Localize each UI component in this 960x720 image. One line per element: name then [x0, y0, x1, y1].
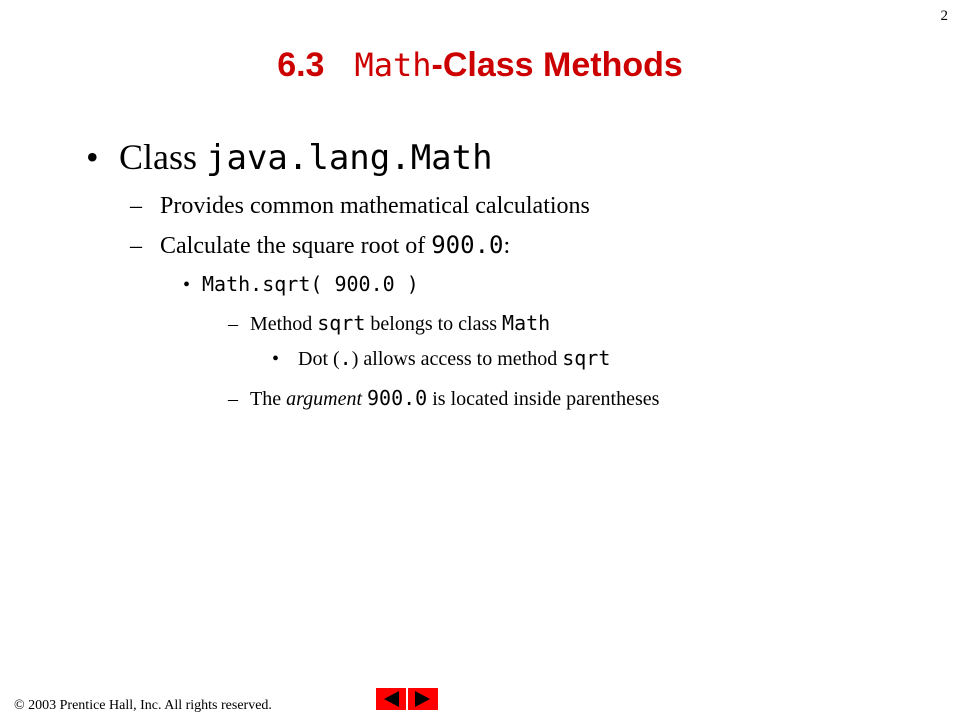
- line-text: Dot (: [298, 348, 340, 370]
- dash: –: [130, 233, 142, 259]
- line-emphasis: argument: [286, 388, 363, 410]
- line-code: Math.sqrt( 900.0 ): [202, 272, 419, 296]
- dash: –: [130, 193, 142, 219]
- bullet-dot-line: [272, 346, 610, 371]
- title-code: Math: [354, 46, 432, 84]
- title-text: -Class Methods: [431, 46, 683, 84]
- dash: –: [228, 313, 238, 335]
- line-code: Math: [502, 311, 551, 335]
- copyright-symbol: ©: [14, 698, 25, 713]
- left-arrow-icon: [376, 688, 406, 710]
- right-arrow-icon: [408, 688, 438, 710]
- line-text: The: [250, 388, 287, 410]
- footer-text: 2003 Prentice Hall, Inc. All rights reserved.: [24, 698, 272, 713]
- line-text: Method: [250, 313, 318, 335]
- dash-calculate-line: [130, 231, 510, 260]
- page-number: 2: [940, 8, 948, 24]
- bullet: •: [272, 348, 280, 370]
- previous-slide-button[interactable]: [376, 688, 406, 710]
- dash-provides-line: [130, 193, 590, 220]
- line-code: 900.0: [367, 386, 428, 410]
- line-text: belongs to class: [365, 313, 503, 335]
- section-number: 6.3: [277, 46, 325, 84]
- line-code: java.lang.Math: [206, 138, 493, 178]
- next-slide-button[interactable]: [408, 688, 438, 710]
- line-code: .: [339, 346, 352, 370]
- dash-argument-line: [228, 386, 659, 411]
- bullet-sqrt-call-line: [183, 272, 419, 297]
- line-code: sqrt: [317, 311, 366, 335]
- dash: –: [228, 388, 238, 410]
- bullet-class-line: [86, 136, 493, 178]
- line-text: Class: [119, 137, 207, 177]
- slide-title: [0, 46, 960, 85]
- line-text: Provides common mathematical calculations: [160, 193, 590, 219]
- line-text: is located inside parentheses: [427, 388, 660, 410]
- dash-method-line: [228, 311, 550, 336]
- copyright-footer: [14, 698, 272, 714]
- line-code: 900.0: [431, 231, 504, 259]
- line-text: Calculate the square root of: [160, 233, 432, 259]
- line-code: sqrt: [562, 346, 611, 370]
- bullet: •: [86, 137, 99, 177]
- bullet: •: [183, 274, 191, 296]
- line-text: ) allows access to method: [351, 348, 563, 370]
- line-suffix: :: [503, 233, 511, 259]
